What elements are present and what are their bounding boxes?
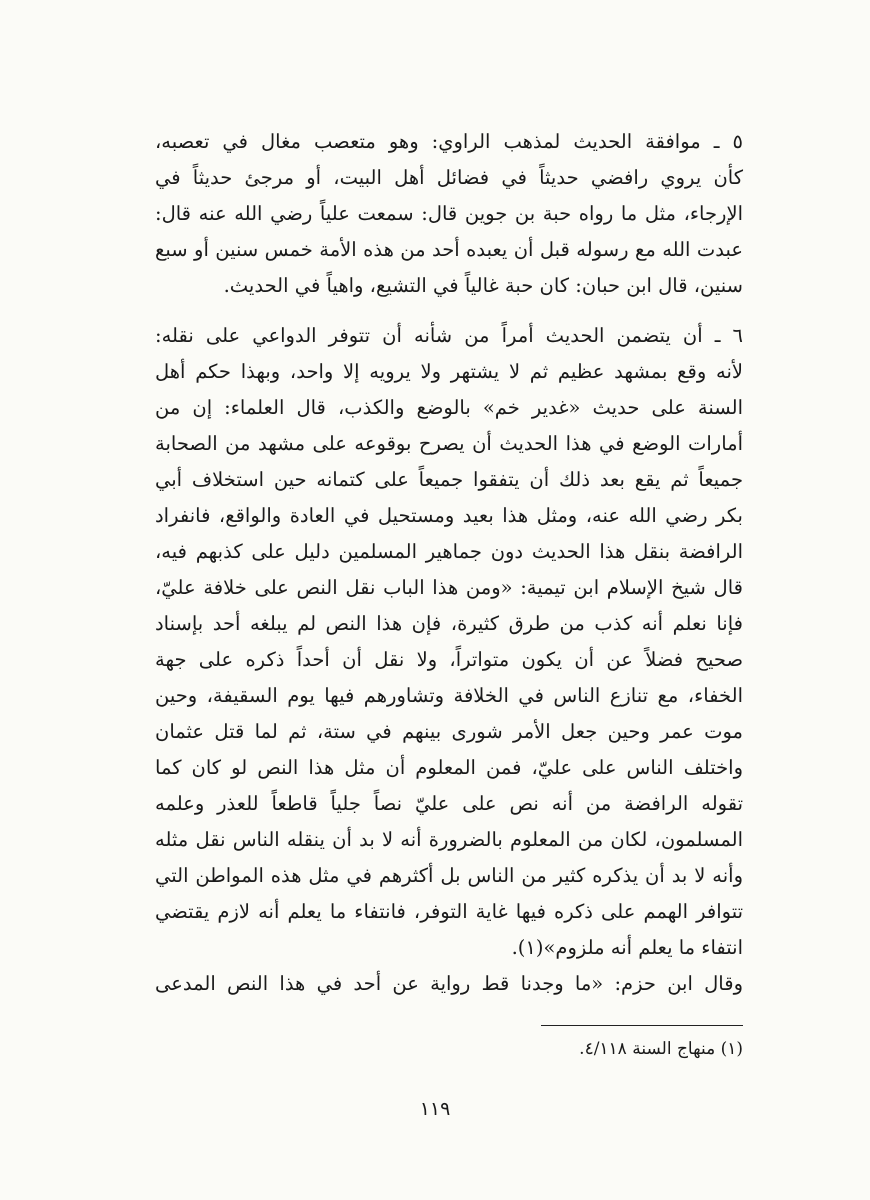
text-line: الإرجاء، مثل ما رواه حبة بن جوين قال: سمعت علياً رضي الله عنه قال:	[155, 202, 743, 225]
footnote: (١) منهاج السنة ٤/١١٨.	[579, 1039, 743, 1059]
footnote-separator	[541, 1025, 743, 1026]
text-line: قال شيخ الإسلام ابن تيمية: «ومن هذا الباب نقل النص على خلافة عليّ،	[155, 576, 743, 599]
text-line: سنين، قال ابن حبان: كان حبة غالياً في التشيع، واهياً في الحديث.	[223, 274, 743, 297]
paragraph-5-opposing-narrator	[155, 124, 743, 304]
paragraph-ibn-hazm-quote	[155, 966, 743, 1002]
text-line: السنة على حديث «غدير خم» بالوضع والكذب، قال العلماء: إن من	[155, 396, 743, 419]
text-line: موت عمر وحين جعل الأمر شورى بينهم في ستة، ثم لما قتل عثمان	[155, 720, 743, 743]
page-number: ١١٩	[419, 1098, 451, 1120]
text-line: ٦ ـ أن يتضمن الحديث أمراً من شأنه أن تتوفر الدواعي على نقله:	[155, 324, 743, 347]
text-line: تقوله الرافضة من أنه نص على عليّ نصاً جلياً قاطعاً للعذر وعلمه	[155, 792, 743, 815]
text-line: انتفاء ما يعلم أنه ملزوم»(١).	[511, 936, 743, 959]
text-line: وأنه لا بد أن يذكره كثير من الناس بل أكثرهم في مثل هذه المواطن التي	[155, 864, 743, 887]
text-line: فإنا نعلم أنه كذب من طرق كثيرة، فإن هذا النص لم يبلغه أحد بإسناد	[155, 612, 743, 635]
text-line: وقال ابن حزم: «ما وجدنا قط رواية عن أحد في هذا النص المدعى	[155, 972, 743, 995]
text-line: بكر رضي الله عنه، ومثل هذا بعيد ومستحيل في العادة والواقع، فانفراد	[155, 504, 743, 527]
text-line: واختلف الناس على عليّ، فمن المعلوم أن مثل هذا النص لو كان كما	[155, 756, 743, 779]
text-line: كأن يروي رافضي حديثاً في فضائل أهل البيت، أو مرجئ حديثاً في	[155, 166, 743, 189]
text-line: المسلمون، لكان من المعلوم بالضرورة أنه لا بد أن ينقله الناس نقل مثله	[155, 828, 743, 851]
text-line: عبدت الله مع رسوله قبل أن يعبده أحد من هذه الأمة خمس سنين أو سبع	[155, 238, 743, 261]
text-line: ٥ ـ موافقة الحديث لمذهب الراوي: وهو متعصب مغال في تعصبه،	[155, 130, 743, 153]
text-line: أمارات الوضع في هذا الحديث أن يصرح بوقوعه على مشهد من الصحابة	[155, 432, 743, 455]
text-line: لأنه وقع بمشهد عظيم ثم لا يشتهر ولا يرويه إلا واحد، وبهذا حكم أهل	[155, 360, 743, 383]
text-line: تتوافر الهمم على ذكره فيها غاية التوفر، فانتفاء ما يعلم أنه لازم يقتضي	[155, 900, 743, 923]
text-line: صحيح فضلاً عن أن يكون متواتراً، ولا نقل أن أحداً ذكره على جهة	[155, 648, 743, 671]
text-line: الرافضة بنقل هذا الحديث دون جماهير المسلمين دليل على كذبهم فيه،	[155, 540, 743, 563]
paragraph-6-widely-witnessed-event	[155, 318, 743, 966]
text-line: الخفاء، مع تنازع الناس في الخلافة وتشاورهم فيها يوم السقيفة، وحين	[155, 684, 743, 707]
text-line: جميعاً ثم يقع بعد ذلك أن يتفقوا جميعاً على كتمانه حين استخلاف أبي	[155, 468, 743, 491]
